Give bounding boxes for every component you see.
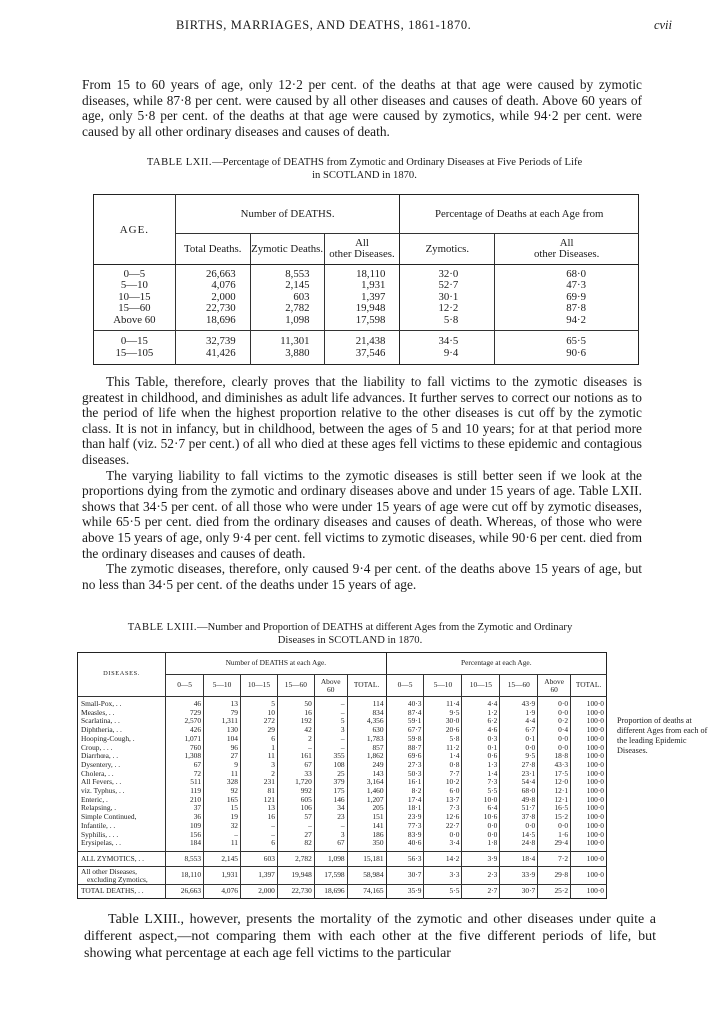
total-deaths-cell: 2·7 — [462, 885, 500, 899]
all-zymotics-label: ALL ZYMOTICS, . . — [78, 852, 166, 867]
col-other-line2: other Diseases. — [329, 248, 395, 260]
ages-block-a: 0—5 5—10 10—15 15—60 Above 60 — [94, 265, 176, 331]
p-10-15-values: 4·4 1·2 6·2 4·6 0·3 0·1 0·6 1·3 1·4 7·3 5·5 10·0 6·4 10·6 0·0 0·0 1·8 — [462, 697, 500, 852]
all-other-cell: 100·0 — [571, 867, 607, 885]
zym-pct-block-b: 34·5 9·4 — [400, 331, 495, 365]
n-col-5-10: 5—10 — [204, 675, 241, 697]
n-col-15-60: 15—60 — [277, 675, 314, 697]
col-total-deaths: Total Deaths. — [175, 234, 250, 265]
table63-caption-line1: —Number and Proportion of DEATHS at different Ages from the Zymotic and Ordinary — [197, 622, 573, 633]
deaths-group-header: Number of DEATHS. — [175, 195, 400, 234]
total-deaths-cell: 74,165 — [347, 885, 386, 899]
all-zymotics-cell: 8,553 — [166, 852, 204, 867]
all-other-cell: 58,984 — [347, 867, 386, 885]
p-col-0-5: 0—5 — [386, 675, 424, 697]
side-note: Proportion of deaths at different Ages from each of the leading Epidemic Diseases. — [617, 716, 708, 755]
total-deaths-cell: 25·2 — [538, 885, 571, 899]
all-zymotics-cell: 100·0 — [571, 852, 607, 867]
body-paragraph-2: The varying liability to fall victims to the zymotic diseases is still better seen if we look at the proportions dying from the zymotic and ordinary diseases above and under 15 years of age. Table LXII. shows that 34·5 per cent. of all those who were under 15 years of age were cut off by zymotic diseases, while 65·5 per cent. died from the ordinary diseases and causes of death. Whereas, of those who were above 15 years of age, only 9·4 per cent. fell victims to zymotic diseases, while 90·6 per cent. died from the ordinary diseases and causes of death. — [82, 467, 642, 561]
total-deaths-cell: 30·7 — [500, 885, 538, 899]
total-deaths-cell: 18,696 — [314, 885, 347, 899]
totals-block-b: 32,739 41,426 — [175, 331, 250, 365]
all-other-cell: 18,110 — [166, 867, 204, 885]
disease-names: Small-Pox, . . Measles, . . Scarlatina, . . Diphtheria, . . Hooping-Cough, . Croup, . . . Diarrhœa, . . Dysentery, . . Cholera, . . All Fevers, . . viz. Typhus, . . Enteric, . Relapsing, . Simple Continued, Infantile, . . Syphilis, . . . Erysipelas, . . — [81, 699, 137, 848]
body-paragraphs — [82, 374, 642, 592]
n-col-0-5: 0—5 — [166, 675, 204, 697]
col-zymotic-deaths: Zymotic Deaths. — [250, 234, 324, 265]
intro-paragraph — [82, 77, 642, 139]
col-other-line1: All — [355, 236, 369, 249]
all-other-row — [78, 867, 607, 885]
ages-block-b: 0—15 15—105 — [115, 335, 154, 359]
n-col-total: TOTAL. — [347, 675, 386, 697]
all-zymotics-cell: 15,181 — [347, 852, 386, 867]
final-paragraph-text: Table LXIII., however, presents the mortality of the zymotic and other diseases under quite a different aspect,—not comparing them with each other at the five different periods of life, but showing what percentage at each age fell victims to the particular — [84, 912, 656, 961]
final-paragraph — [84, 911, 656, 962]
table63-caption-line2: Diseases in SCOTLAND in 1870. — [277, 634, 423, 646]
all-other-label-line1: All other Diseases, — [81, 867, 138, 876]
age-header: AGE. — [94, 195, 176, 265]
all-zymotics-cell: 603 — [240, 852, 277, 867]
all-other-cell: 2·3 — [462, 867, 500, 885]
other-block-b: 21,438 37,546 — [324, 331, 400, 365]
col-other-pct — [495, 234, 639, 265]
all-zymotics-cell: 1,098 — [314, 852, 347, 867]
total-deaths-cell: 26,663 — [166, 885, 204, 899]
p-0-5-values: 40·3 87·4 59·1 67·7 59·8 88·7 69·6 27·3 50·3 16·1 8·2 17·4 18·1 23·9 77·3 83·9 40·6 — [386, 697, 424, 852]
all-zymotics-cell: 18·4 — [500, 852, 538, 867]
p-col-5-10: 5—10 — [424, 675, 462, 697]
p-col-15-60: 15—60 — [500, 675, 538, 697]
number-group-header: Number of DEATHS at each Age. — [166, 653, 386, 675]
body-paragraph-1: This Table, therefore, clearly proves that the liability to fall victims to the zymotic diseases is greatest in childhood, and diminishes as adult life advances. It further serves to correct our notions as to the period of life when the highest proportion relative to the other diseases is cut off by the zymotic class. It is not in infancy, but in childhood, between the ages of 5 and 10 years; for at that period more than half (viz. 52·7 per cent.) of all who died at these ages fell victims to these epidemic and contagious diseases. — [82, 374, 642, 467]
p-above-60-values: 0·0 0·0 0·2 0·4 0·0 0·0 18·8 43·3 17·5 12·0 12·1 12·1 16·5 15·2 0·0 1·6 29·4 — [538, 697, 571, 852]
table63 — [77, 652, 607, 899]
intro-text: From 15 to 60 years of age, only 12·2 per cent. of the deaths at that age were caused by zymotic diseases, while 87·8 per cent. were caused by all other diseases and causes of death. Above 60 years of age, only 5·8 per cent. of the deaths at that age were caused by zymotics, while 94·2 per cent. were caused by all other ordinary diseases and causes of death. — [82, 77, 642, 139]
table62-caption — [92, 157, 637, 182]
n-col-10-15: 10—15 — [240, 675, 277, 697]
page-number: cvii — [653, 18, 672, 32]
diseases-header: DISEASES. — [78, 653, 166, 697]
other-block-a: 18,110 1,931 1,397 19,948 17,598 — [324, 265, 400, 331]
all-other-cell: 19,948 — [277, 867, 314, 885]
all-other-cell: 1,931 — [204, 867, 241, 885]
all-other-cell: 29·8 — [538, 867, 571, 885]
all-other-cell: 3·3 — [424, 867, 462, 885]
all-other-cell: 17,598 — [314, 867, 347, 885]
table62 — [93, 194, 639, 365]
all-zymotics-cell: 14·2 — [424, 852, 462, 867]
n-above-60-values: – – 5 3 – – 355 108 25 379 175 146 34 23 – 3 67 — [314, 697, 347, 852]
col-other-pct-line2: other Diseases. — [533, 248, 600, 260]
zym-pct-block-a: 32·0 52·7 30·1 12·2 5·8 — [400, 265, 495, 331]
total-deaths-cell: 35·9 — [386, 885, 424, 899]
zymotic-block-b: 11,301 3,880 — [250, 331, 324, 365]
n-col-above-60: Above 60 — [314, 675, 347, 697]
p-5-10-values: 11·4 9·5 30·0 20·6 5·8 11·2 1·4 0·8 7·7 10·2 6·0 13·7 7·3 12·6 22·7 0·0 3·4 — [424, 697, 462, 852]
col-other-pct-line1: All — [559, 236, 574, 249]
zymotic-block-a: 8,553 2,145 603 2,782 1,098 — [250, 265, 324, 331]
table63-label: TABLE LXIII. — [127, 622, 198, 633]
total-deaths-cell: 2,000 — [240, 885, 277, 899]
all-other-label-line2: excluding Zymotics, — [87, 874, 148, 884]
all-zymotics-cell: 56·3 — [386, 852, 424, 867]
col-other-diseases — [324, 234, 400, 265]
p-col-10-15: 10—15 — [462, 675, 500, 697]
total-deaths-cell: 4,076 — [204, 885, 241, 899]
all-other-cell: 33·9 — [500, 867, 538, 885]
percentage-group-header-63: Percentage at each Age. — [386, 653, 606, 675]
total-deaths-cell: 5·5 — [424, 885, 462, 899]
all-zymotics-cell: 2,782 — [277, 852, 314, 867]
other-pct-block-b: 65·5 90·6 — [495, 331, 639, 365]
p-col-above-60: Above 60 — [538, 675, 571, 697]
table62-caption-line2: in SCOTLAND in 1870. — [312, 169, 417, 181]
other-pct-block-a: 68·0 47·3 69·9 87·8 94·2 — [495, 265, 639, 331]
col-zymotics-pct: Zymotics. — [400, 234, 495, 265]
table63-caption — [70, 622, 630, 647]
percentage-group-header: Percentage of Deaths at each Age from — [400, 195, 639, 234]
p-15-60-values: 43·9 1·9 4·4 6·7 0·1 0·0 9·5 27·8 23·1 54·4 68·0 49·8 51·7 37·8 0·0 14·5 24·8 — [500, 697, 538, 852]
all-zymotics-cell: 2,145 — [204, 852, 241, 867]
total-deaths-cell: 22,730 — [277, 885, 314, 899]
table62-caption-line1: —Percentage of DEATHS from Zymotic and Ordinary Diseases at Five Periods of Life — [212, 157, 583, 168]
all-zymotics-cell: 7·2 — [538, 852, 571, 867]
n-0-5-values: 46 729 2,570 426 1,071 760 1,308 67 72 511 119 210 37 36 109 156 184 — [166, 697, 204, 852]
all-other-label — [78, 867, 166, 885]
all-zymotics-cell: 3·9 — [462, 852, 500, 867]
table62-label: TABLE LXII. — [146, 157, 213, 168]
all-other-cell: 30·7 — [386, 867, 424, 885]
n-5-10-values: 13 79 1,311 130 104 96 27 9 11 328 92 165 15 19 32 – 11 — [204, 697, 241, 852]
body-paragraph-3: The zymotic diseases, therefore, only caused 9·4 per cent. of the deaths above 15 years of age, but no less than 34·5 per cent. of the deaths under 15 years of age. — [82, 561, 642, 592]
n-15-60-values: 50 16 192 42 2 – 161 67 33 1,720 992 605 106 57 – 27 82 — [277, 697, 314, 852]
total-deaths-label: TOTAL DEATHS, . . — [78, 885, 166, 899]
totals-block-a: 26,663 4,076 2,000 22,730 18,696 — [175, 265, 250, 331]
total-deaths-cell: 100·0 — [571, 885, 607, 899]
n-10-15-values: 5 10 272 29 6 1 11 3 2 231 81 121 13 16 – – 6 — [240, 697, 277, 852]
n-total-values: 114 834 4,356 630 1,783 857 1,862 249 143 3,164 1,460 1,207 205 151 141 186 350 — [347, 697, 386, 852]
all-zymotics-row — [78, 852, 607, 867]
p-col-total: TOTAL. — [571, 675, 607, 697]
running-head-title: BIRTHS, MARRIAGES, AND DEATHS, 1861-1870. — [176, 18, 472, 32]
running-head — [0, 18, 709, 34]
all-other-cell: 1,397 — [240, 867, 277, 885]
total-deaths-row — [78, 885, 607, 899]
p-total-values: 100·0 100·0 100·0 100·0 100·0 100·0 100·0 100·0 100·0 100·0 100·0 100·0 100·0 100·0 100·0 100·0 100·0 — [571, 697, 607, 852]
